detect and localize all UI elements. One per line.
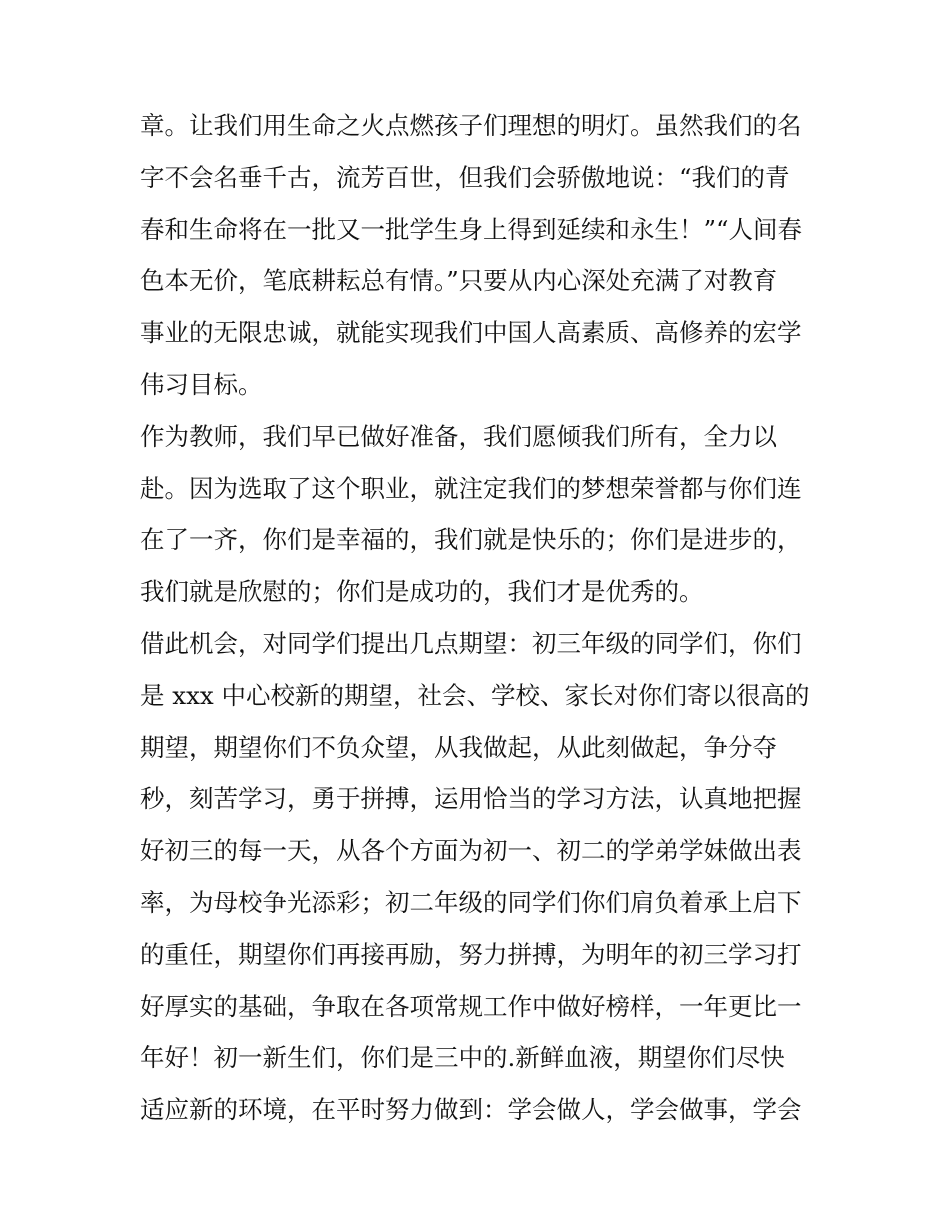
text-line: 秒，刻苦学习，勇于拼搏，运用恰当的学习方法，认真地把握 [140,784,802,814]
body-text [140,100,820,1136]
text-line: 事业的无限忠诚，就能实现我们中国人高素质、高修养的宏学 [140,318,802,348]
text-line: 率，为母校争光添彩；初二年级的同学们你们肩负着承上启下 [140,887,802,917]
text-line: 适应新的环境，在平时努力做到：学会做人，学会做事，学会 [140,1095,802,1125]
text-line: 借此机会，对同学们提出几点期望：初三年级的同学们，你们 [140,628,802,658]
text-line: 字不会名垂千古，流芳百世，但我们会骄傲地说：“我们的青 [140,162,790,192]
text-line: 是 xxx 中心校新的期望，社会、学校、家长对你们寄以很高的 [140,680,810,710]
text-line: 作为教师，我们早已做好准备，我们愿倾我们所有，全力以 [140,421,777,451]
text-line: 春和生命将在一批又一批学生身上得到延续和永生！”“人间春 [140,214,803,244]
text-line: 期望，期望你们不负众望，从我做起，从此刻做起，争分夺 [140,732,777,762]
text-line: 的重任，期望你们再接再励，努力拼搏，为明年的初三学习打 [140,939,802,969]
text-line: 好初三的每一天，从各个方面为初一、初二的学弟学妹做出表 [140,836,802,866]
text-line: 我们就是欣慰的；你们是成功的，我们才是优秀的。 [140,577,704,607]
text-line: 在了一齐，你们是幸福的，我们就是快乐的；你们是进步的， [140,525,802,555]
text-line: 年好！初一新生们，你们是三中的.新鲜血液，期望你们尽快 [140,1043,785,1073]
text-line: 好厚实的基础，争取在各项常规工作中做好榜样，一年更比一 [140,991,802,1021]
text-line: 赴。因为选取了这个职业，就注定我们的梦想荣誉都与你们连 [140,473,802,503]
text-line: 伟习目标。 [140,369,263,399]
text-line: 色本无价，笔底耕耘总有情。”只要从内心深处充满了对教育 [140,266,778,296]
text-line: 章。让我们用生命之火点燃孩子们理想的明灯。虽然我们的名 [140,111,802,140]
